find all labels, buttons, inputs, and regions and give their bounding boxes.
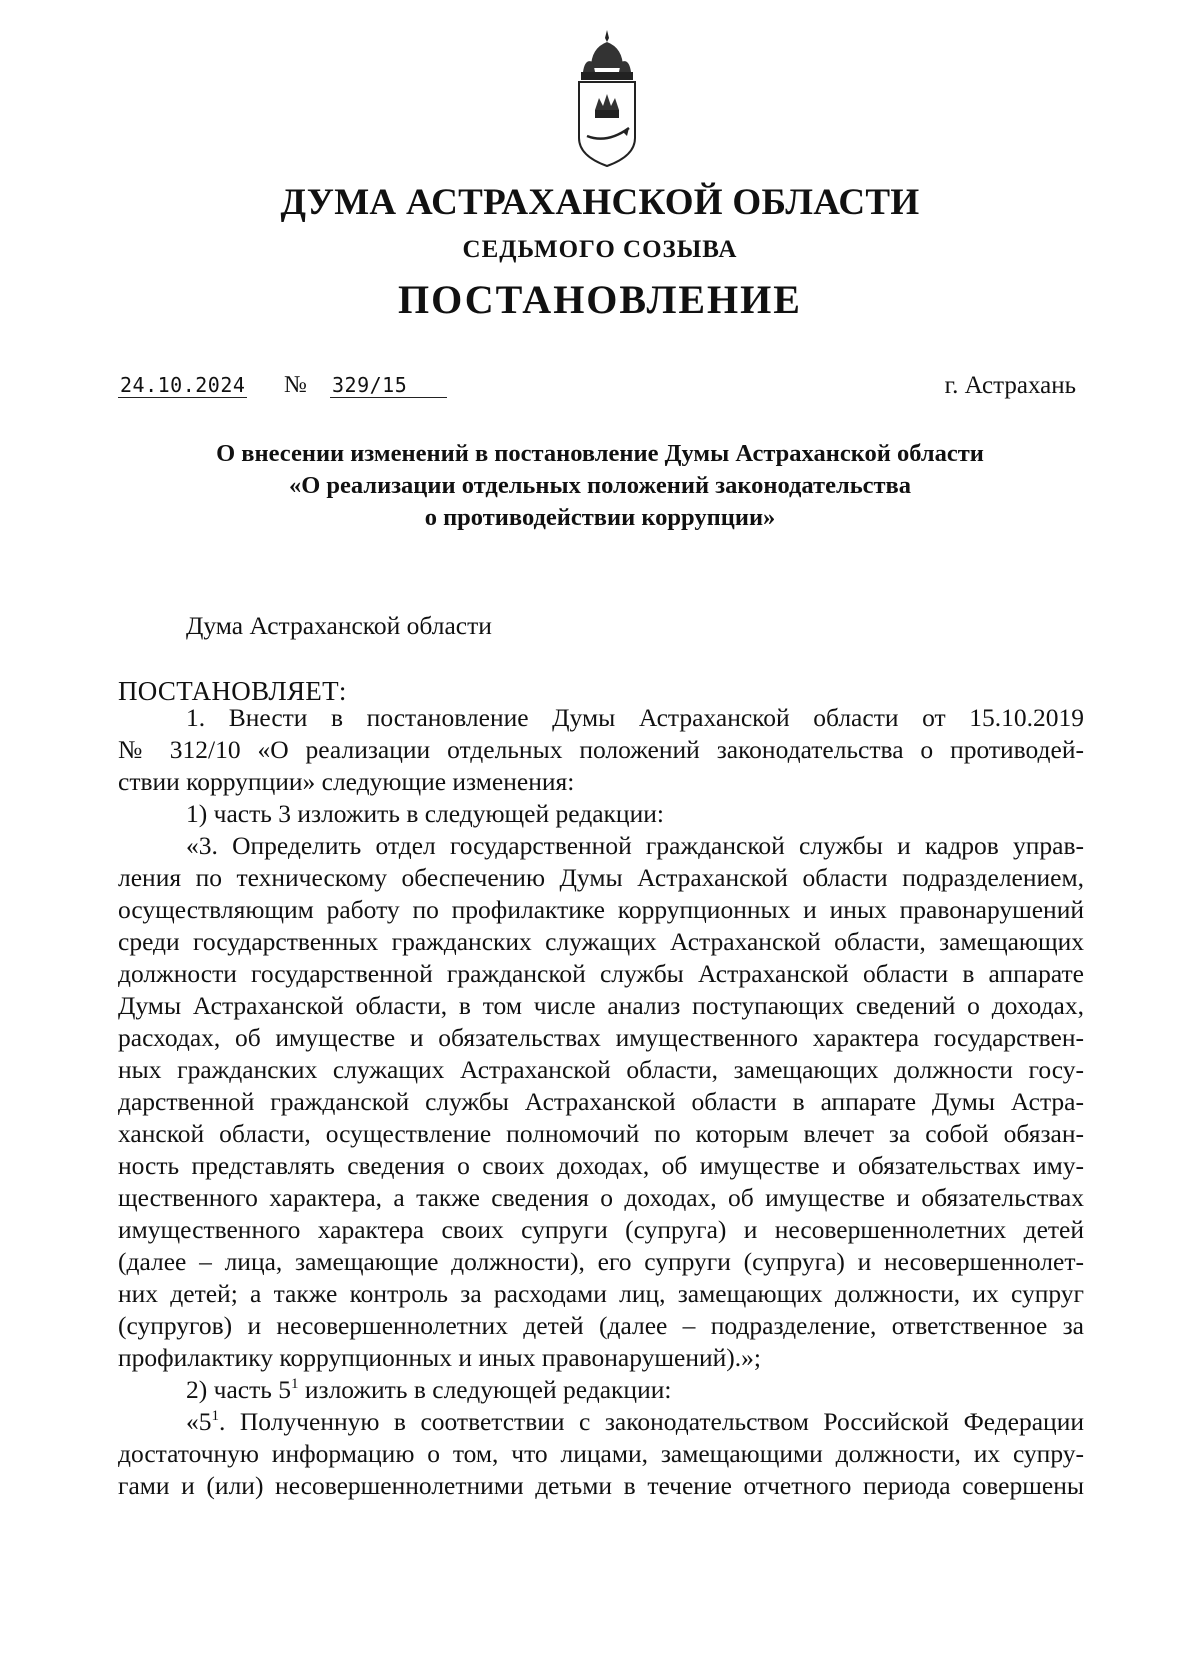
subject-line: «О реализации отдельных положений законодательства	[288, 472, 912, 499]
body-line: Думы Астраханской области, в том числе анализ поступающих сведений о доходах,	[118, 991, 1084, 1020]
body-line: расходах, об имуществе и обязательствах имущественного характера государствен-	[118, 1023, 1084, 1052]
body-line: № 312/10 «О реализации отдельных положений законодательства о противодей-	[118, 735, 1084, 764]
body-line: 1. Внести в постановление Думы Астраханской области от 15.10.2019	[186, 703, 1084, 732]
resolves-label: ПОСТАНОВЛЯЕТ:	[118, 676, 347, 706]
body-line: (супругов) и несовершеннолетних детей (далее – подразделение, ответственное за	[118, 1311, 1084, 1340]
body-line: ность представлять сведения о своих доходах, об имуществе и обязательствах иму-	[118, 1151, 1084, 1180]
item2-text-before: 2) часть 5	[186, 1375, 291, 1404]
document-number: 329/15	[330, 372, 447, 398]
intro-text: Дума Астраханской области	[186, 611, 492, 640]
body-line: ления по техническому обеспечению Думы Астраханской области подразделением,	[118, 863, 1084, 892]
document-date: 24.10.2024	[120, 373, 246, 397]
item2-quote-superscript: 1	[211, 1408, 219, 1424]
item2-quote-after: . Полученную в соответствии с законодательством Российской Федерации	[219, 1407, 1084, 1436]
subject-line: О внесении изменений в постановление Думы Астраханской области	[216, 440, 984, 467]
body-line: дарственной гражданской службы Астраханской области в аппарате Думы Астра-	[118, 1087, 1084, 1116]
coat-of-arms-icon	[573, 28, 641, 168]
body-line: щественного характера, а также сведения о доходах, об имуществе и обязательствах	[118, 1183, 1084, 1212]
convocation-label: СЕДЬМОГО СОЗЫВА	[462, 236, 738, 263]
item2-line	[186, 1374, 1084, 1405]
item2-quote-before: «5	[186, 1407, 212, 1436]
item2-quote-line	[186, 1406, 1084, 1437]
body-line: должности государственной гражданской службы Астраханской области в аппарате	[118, 959, 1084, 988]
organization-title: ДУМА АСТРАХАНСКОЙ ОБЛАСТИ	[280, 182, 920, 223]
body-line: (далее – лица, замещающие должности), его супруги (супруга) и несовершеннолет-	[118, 1247, 1084, 1276]
body-line: имущественного характера своих супруги (супруга) и несовершеннолетних детей	[118, 1215, 1084, 1244]
item2-text-after: изложить в следующей редакции:	[298, 1375, 672, 1404]
body-line: ствии коррупции» следующие изменения:	[118, 767, 575, 796]
number-sign: №	[284, 372, 307, 398]
item2-superscript: 1	[290, 1376, 299, 1392]
document-city: г. Астрахань	[944, 372, 1076, 399]
body-line: среди государственных гражданских служащих Астраханской области, замещающих	[118, 927, 1084, 956]
document-type-title: ПОСТАНОВЛЕНИЕ	[398, 277, 802, 322]
body-line: достаточную информацию о том, что лицами, замещающими должности, их супру-	[118, 1439, 1084, 1468]
body-line: гами и (или) несовершеннолетними детьми в течение отчетного периода совершены	[118, 1471, 1084, 1500]
subject-line: о противодействии коррупции»	[424, 504, 776, 531]
body-line: профилактику коррупционных и иных правонарушений).»;	[118, 1343, 761, 1372]
body-line: осуществляющим работу по профилактике коррупционных и иных правонарушений	[118, 895, 1084, 924]
body-line: ханской области, осуществление полномочий по которым влечет за собой обязан-	[118, 1119, 1084, 1148]
document-subject	[0, 438, 1200, 534]
body-line: «3. Определить отдел государственной гражданской службы и кадров управ-	[186, 831, 1084, 860]
body-line: ных гражданских служащих Астраханской области, замещающих должности госу-	[118, 1055, 1084, 1084]
body-line: них детей; а также контроль за расходами лиц, замещающих должности, их супруг	[118, 1279, 1084, 1308]
body-line: 1) часть 3 изложить в следующей редакции:	[186, 799, 664, 828]
